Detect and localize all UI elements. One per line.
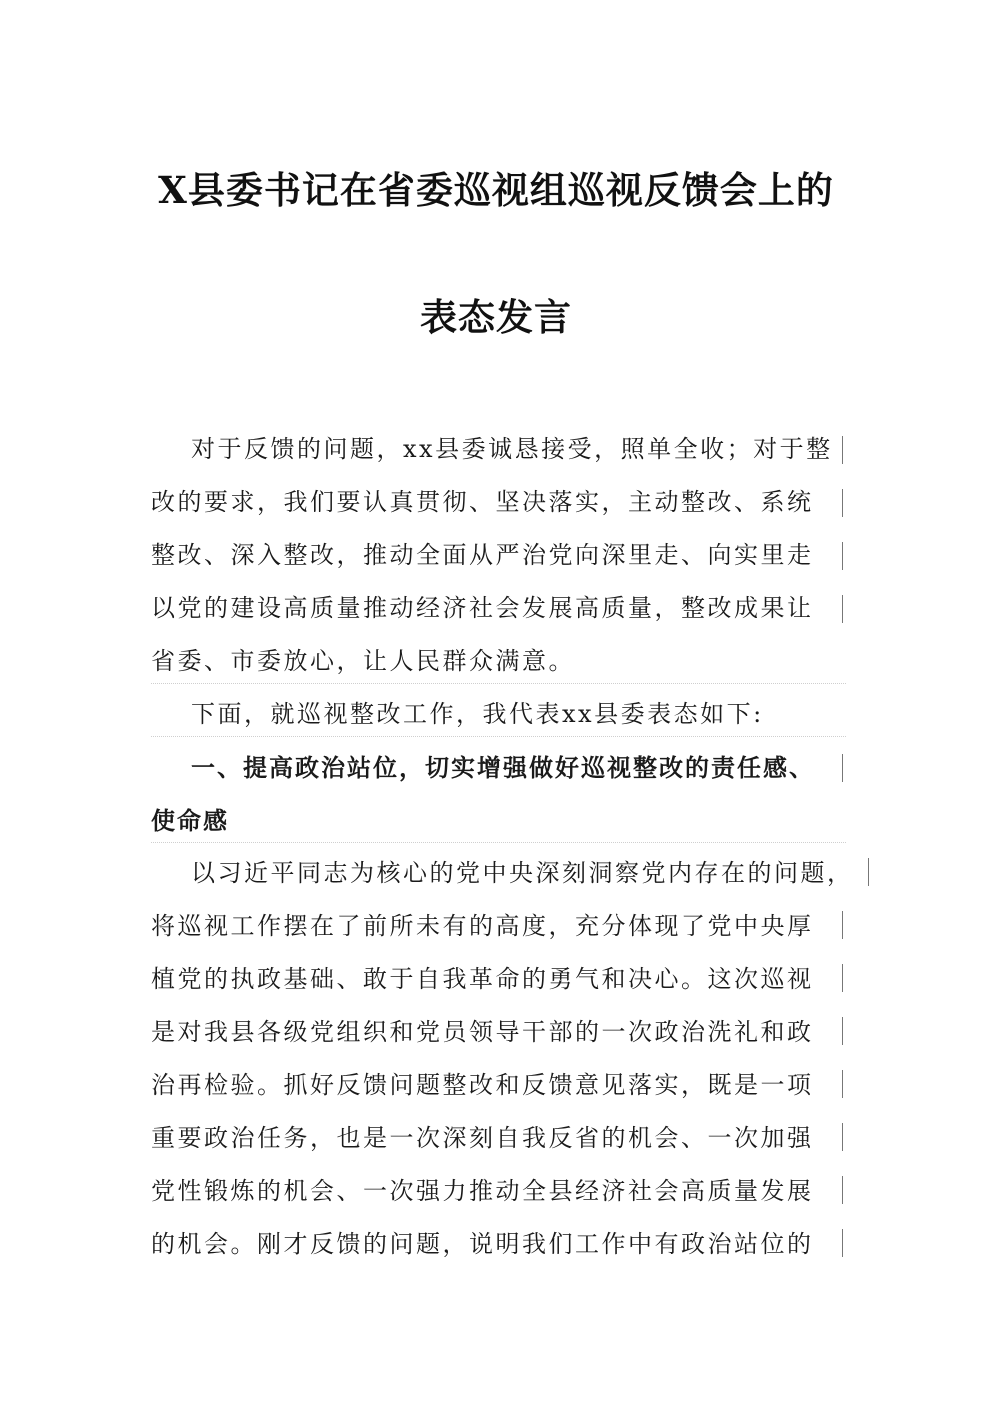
text-line: 省委、市委放心，让人民群众满意。 bbox=[151, 647, 575, 675]
text-line: 党性锻炼的机会、一次强力推动全县经济社会高质量发展 bbox=[151, 1177, 814, 1205]
paragraph-1 bbox=[151, 423, 846, 688]
document-title-line-1: X县委书记在省委巡视组巡视反馈会上的 bbox=[158, 168, 834, 212]
line-separator bbox=[151, 842, 846, 843]
margin-marker bbox=[842, 911, 843, 939]
text-line: 的机会。刚才反馈的问题，说明我们工作中有政治站位的 bbox=[151, 1230, 814, 1258]
line-separator bbox=[151, 683, 846, 684]
text-line: 整改、深入整改，推动全面从严治党向深里走、向实里走 bbox=[151, 541, 814, 569]
margin-marker bbox=[842, 595, 843, 623]
paragraph-3 bbox=[151, 847, 854, 1271]
margin-marker bbox=[842, 1070, 843, 1098]
heading-line: 一、提高政治站位，切实增强做好巡视整改的责任感、 bbox=[191, 753, 815, 782]
document-title-line-2: 表态发言 bbox=[420, 295, 572, 339]
margin-marker bbox=[842, 489, 843, 517]
text-line: 下面，就巡视整改工作，我代表xx县委表态如下: bbox=[191, 700, 764, 728]
margin-marker bbox=[842, 1017, 843, 1045]
text-line: 以党的建设高质量推动经济社会发展高质量，整改成果让 bbox=[151, 594, 814, 622]
margin-marker bbox=[868, 858, 869, 886]
margin-marker bbox=[842, 754, 843, 782]
text-line: 植党的执政基础、敢于自我革命的勇气和决心。这次巡视 bbox=[151, 965, 814, 993]
margin-marker bbox=[842, 964, 843, 992]
paragraph-2 bbox=[151, 688, 846, 741]
heading-line: 使命感 bbox=[151, 806, 229, 835]
margin-marker bbox=[842, 1229, 843, 1257]
text-line: 治再检验。抓好反馈问题整改和反馈意见落实，既是一项 bbox=[151, 1071, 814, 1099]
margin-marker bbox=[842, 1176, 843, 1204]
text-line: 重要政治任务，也是一次深刻自我反省的机会、一次加强 bbox=[151, 1124, 814, 1152]
text-line: 将巡视工作摆在了前所未有的高度，充分体现了党中央厚 bbox=[151, 912, 814, 940]
text-line: 以习近平同志为核心的党中央深刻洞察党内存在的问题， bbox=[191, 859, 854, 887]
text-line: 对于反馈的问题，xx县委诚恳接受，照单全收；对于整 bbox=[191, 435, 833, 463]
text-line: 改的要求，我们要认真贯彻、坚决落实，主动整改、系统 bbox=[151, 488, 814, 516]
margin-marker bbox=[842, 1123, 843, 1151]
text-line: 是对我县各级党组织和党员领导干部的一次政治洗礼和政 bbox=[151, 1018, 814, 1046]
line-separator bbox=[151, 736, 846, 737]
section-heading-1 bbox=[151, 741, 846, 847]
margin-marker bbox=[842, 436, 843, 464]
margin-marker bbox=[842, 542, 843, 570]
